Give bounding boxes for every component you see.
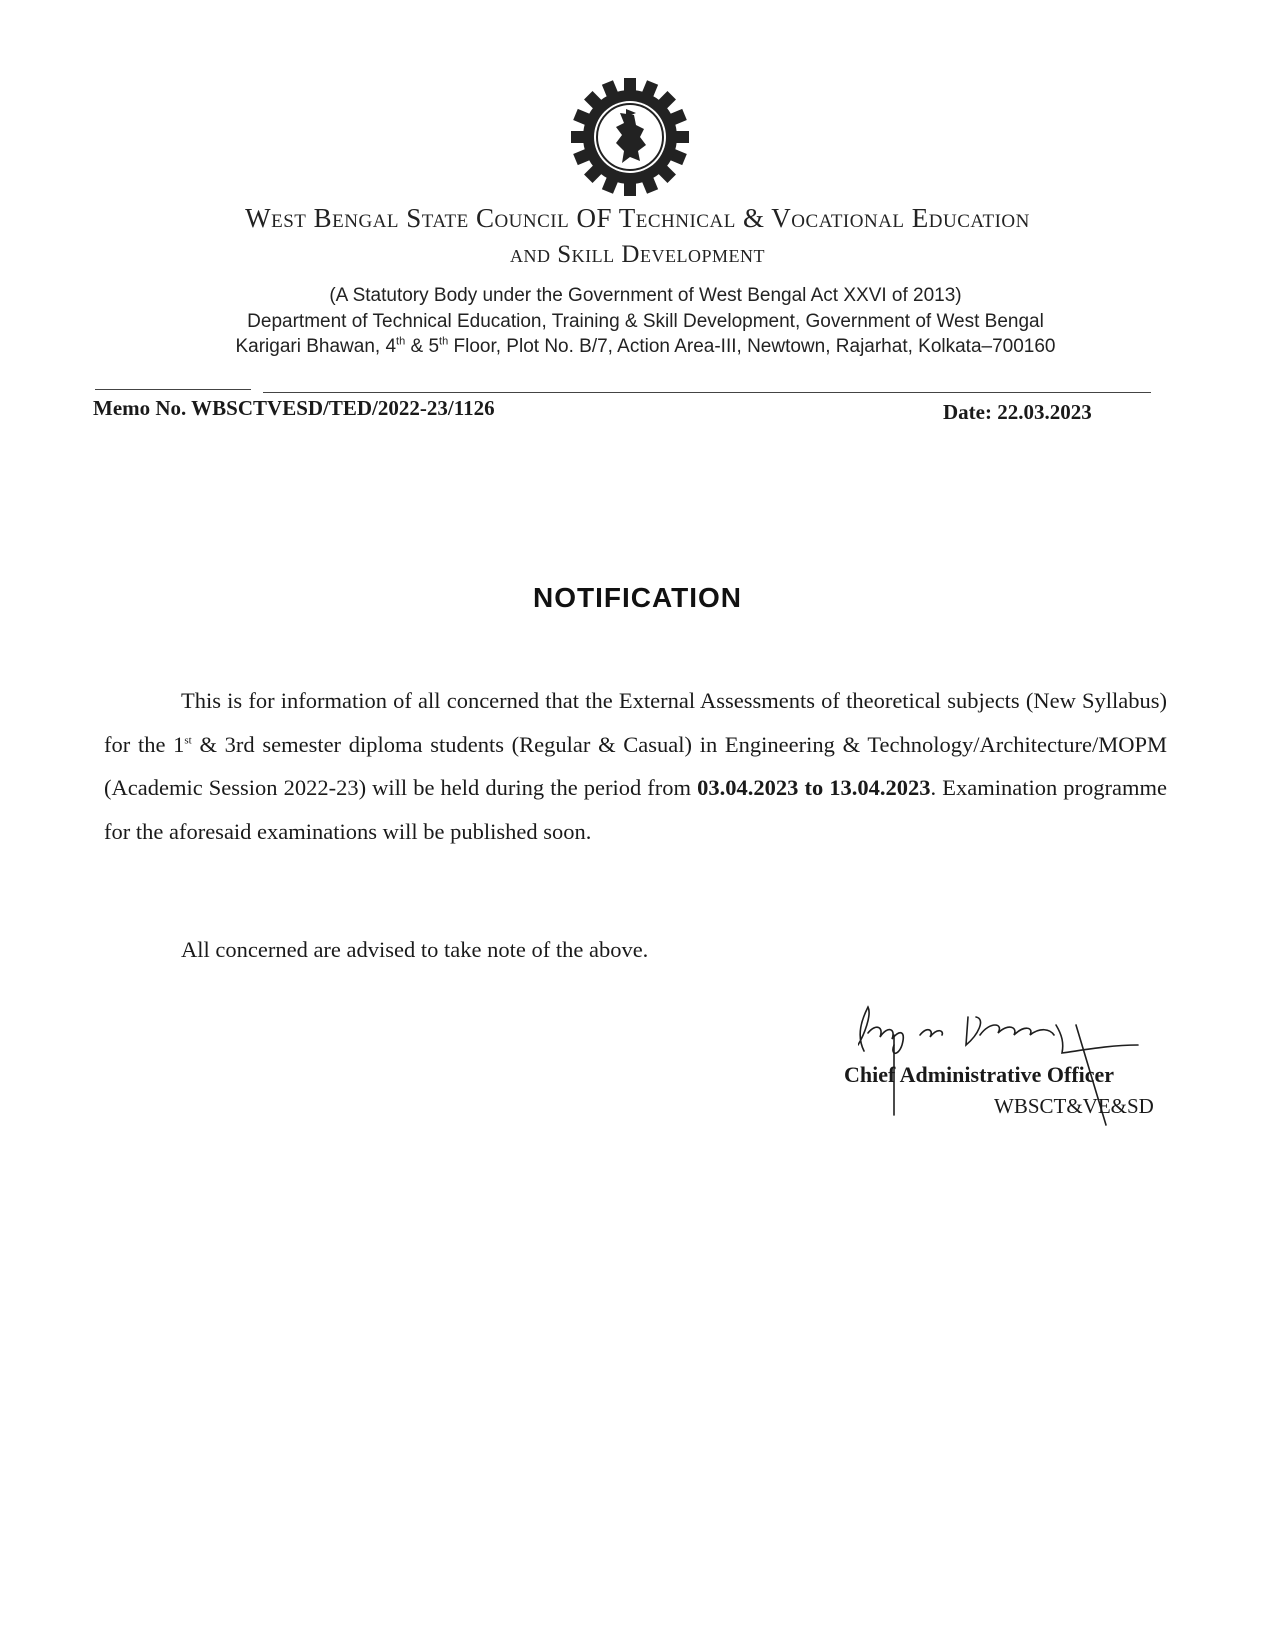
memo-date: Date: 22.03.2023 [943, 400, 1092, 424]
organization-name-line2: and Skill Development [510, 241, 765, 268]
memo-number: Memo No. WBSCTVESD/TED/2022-23/1126 [93, 396, 495, 420]
header-divider-left [95, 389, 251, 390]
signatory-title: Chief Administrative Officer [844, 1062, 1115, 1087]
header-divider [263, 392, 1151, 393]
signatory-organization: WBSCT&VE&SD [994, 1094, 1154, 1118]
statutory-line: (A Statutory Body under the Government of West Bengal Act XXVI of 2013) [329, 285, 962, 306]
address-line: Karigari Bhawan, 4th & 5th Floor, Plot No. B/7, Action Area-III, Newtown, Rajarhat, Kolkata–700160 [235, 335, 1056, 357]
department-line: Department of Technical Education, Training & Skill Development, Government of West Bengal [247, 311, 1044, 332]
advice-line: All concerned are advised to take note of the above. [181, 937, 649, 962]
gear-emblem-icon [565, 78, 695, 196]
organization-name-line1: West Bengal State Council OF Technical & Vocational Education [245, 203, 1030, 233]
exam-period: 03.04.2023 to 13.04.2023 [697, 775, 931, 800]
notification-heading: NOTIFICATION [532, 582, 742, 613]
notification-body: This is for information of all concerned that the External Assessments of theoretical subjects (New Syllabus) for the 1st & 3rd semester diploma students (Regular & Casual) in Engineering & Technology/Architecture/MOPM (Academic Session 2022-23) will be held during the period from 03.04.2023 to 13.04.2023. Examination programme for the aforesaid examinations will be published soon. [104, 688, 1167, 844]
